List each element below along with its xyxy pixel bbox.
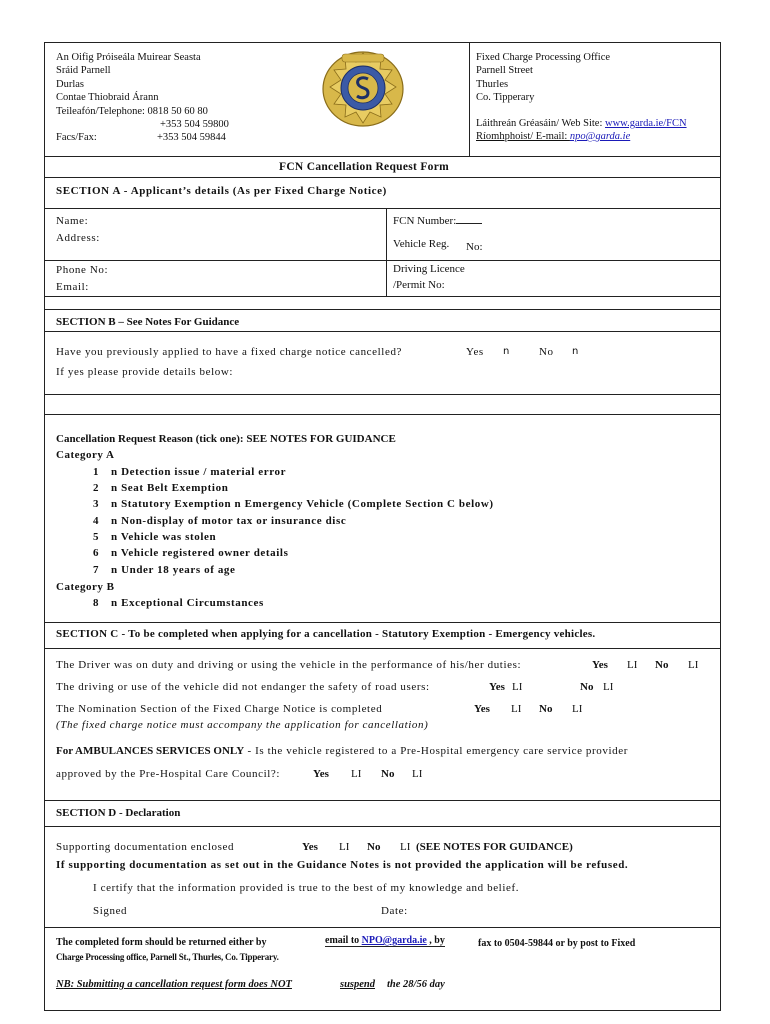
- header-fax-value: +353 504 59844: [157, 132, 226, 143]
- nomination-question: The Nomination Section of the Fixed Charge Notice is completed: [56, 703, 383, 715]
- licence-label-1[interactable]: Driving Licence: [393, 263, 465, 275]
- email-label: Ríomhphoist/ E-mail:: [476, 131, 570, 142]
- ambulance-label: For AMBULANCES SERVICES ONLY: [56, 745, 245, 757]
- ambulance-no-label: No: [381, 768, 395, 780]
- supporting-yes-checkbox[interactable]: LI: [339, 841, 350, 853]
- category-b-label: Category B: [56, 581, 115, 593]
- email-link[interactable]: npo@garda.ie: [569, 131, 631, 142]
- header-line: Teileafón/Telephone: 0818 50 60 80: [56, 105, 208, 117]
- rule-title: [44, 177, 721, 178]
- reason-number: 5: [93, 531, 99, 543]
- return-instructions-3: Charge Processing office, Parnell St., Thurles, Co. Tipperary.: [56, 952, 279, 962]
- supporting-docs-question: Supporting documentation enclosed: [56, 841, 235, 853]
- web-site-line: [476, 117, 687, 130]
- on-duty-no-checkbox[interactable]: LI: [688, 659, 699, 671]
- nomination-yes-label: Yes: [474, 703, 490, 715]
- header-fax-label: Facs/Fax:: [56, 132, 97, 143]
- category-a-label: Category A: [56, 449, 115, 461]
- header-office-block: [476, 51, 610, 105]
- ambulance-question-line2: approved by the Pre-Hospital Care Council?:: [56, 768, 281, 780]
- nomination-note: (The fixed charge notice must accompany the application for cancellation): [56, 719, 429, 731]
- on-duty-yes-label: Yes: [592, 659, 608, 671]
- ambulance-yes-checkbox[interactable]: LI: [351, 768, 362, 780]
- rule-section-c: [44, 648, 721, 649]
- reason-option[interactable]: n Vehicle registered owner details: [111, 547, 289, 559]
- reason-option[interactable]: n Seat Belt Exemption: [111, 482, 229, 494]
- rule-section-b: [44, 331, 721, 332]
- reasons-heading: Cancellation Request Reason (tick one): SEE NOTES FOR GUIDANCE: [56, 433, 396, 445]
- section-a-divider: [386, 208, 387, 296]
- email-field-label[interactable]: Email:: [56, 281, 89, 293]
- rule-reasons: [44, 622, 721, 623]
- reason-number: 3: [93, 498, 99, 510]
- reason-option[interactable]: n Detection issue / material error: [111, 466, 287, 478]
- on-duty-yes-checkbox[interactable]: LI: [627, 659, 638, 671]
- web-site-label: Láithreán Gréasáin/ Web Site:: [476, 118, 605, 129]
- nb-note-2: suspend: [340, 979, 376, 990]
- vehicle-no-label: No:: [466, 241, 483, 253]
- previous-application-question: Have you previously applied to have a fixed charge notice cancelled?: [56, 346, 403, 358]
- header-line: An Oifig Próiseála Muirear Seasta: [56, 52, 201, 63]
- reason-option[interactable]: n Statutory Exemption n Emergency Vehicle (Complete Section C below): [111, 498, 494, 510]
- nomination-no-checkbox[interactable]: LI: [572, 703, 583, 715]
- safety-no-label: No: [580, 681, 594, 693]
- licence-label-2: /Permit No:: [393, 279, 445, 291]
- web-site-link[interactable]: www.garda.ie/FCN: [605, 118, 687, 129]
- reason-number: 1: [93, 466, 99, 478]
- rule-email: [44, 296, 721, 297]
- safety-yes-label: Yes: [489, 681, 505, 693]
- safety-yes-checkbox[interactable]: LI: [512, 681, 523, 693]
- supporting-no-label: No: [367, 841, 381, 853]
- reason-number: 8: [93, 597, 99, 609]
- form-title: FCN Cancellation Request Form: [279, 161, 449, 173]
- previous-yes-checkbox[interactable]: n: [503, 346, 510, 357]
- vehicle-reg-label[interactable]: Vehicle Reg.: [393, 238, 450, 250]
- provide-details-text: If yes please provide details below:: [56, 366, 234, 378]
- reason-number: 4: [93, 515, 99, 527]
- on-duty-question: The Driver was on duty and driving or using the vehicle in the performance of his/her duties:: [56, 659, 522, 671]
- header-line: Contae Thiobraid Árann: [56, 92, 159, 104]
- rule-section-a: [44, 208, 721, 209]
- section-a-heading: SECTION A - Applicant’s details (As per Fixed Charge Notice): [56, 185, 387, 197]
- return-instructions-1: The completed form should be returned either by: [56, 937, 267, 948]
- nomination-no-label: No: [539, 703, 553, 715]
- ambulance-question-text: - Is the vehicle registered to a Pre-Hospital emergency care service provider: [244, 745, 628, 757]
- previous-no-checkbox[interactable]: n: [572, 346, 579, 357]
- header-divider: [469, 42, 470, 156]
- reason-option[interactable]: n Non-display of motor tax or insurance disc: [111, 515, 347, 527]
- on-duty-no-label: No: [655, 659, 669, 671]
- header-line: Fixed Charge Processing Office: [476, 52, 611, 63]
- reason-number: 6: [93, 547, 99, 559]
- header-line: Durlas: [56, 78, 84, 90]
- refusal-warning: If supporting documentation as set out in the Guidance Notes is not provided the application will be refused.: [56, 859, 629, 871]
- nb-note-3: the 28/56 day: [387, 979, 445, 990]
- reason-number: 7: [93, 564, 99, 576]
- see-notes-text: (SEE NOTES FOR GUIDANCE): [416, 841, 573, 853]
- previous-yes-label: Yes: [466, 346, 484, 358]
- garda-crest: [318, 48, 408, 130]
- reason-option[interactable]: n Exceptional Circumstances: [111, 597, 264, 609]
- rule-header: [44, 156, 721, 157]
- safety-question: The driving or use of the vehicle did not endanger the safety of road users:: [56, 681, 430, 693]
- supporting-no-checkbox[interactable]: LI: [400, 841, 411, 853]
- reason-option[interactable]: n Under 18 years of age: [111, 564, 236, 576]
- header-line: Thurles: [476, 78, 509, 90]
- date-label[interactable]: Date:: [381, 905, 408, 917]
- header-line: Sráid Parnell: [56, 65, 111, 77]
- address-label[interactable]: Address:: [56, 232, 100, 244]
- fcn-number-text: FCN Number:: [393, 215, 457, 227]
- reason-option[interactable]: n Vehicle was stolen: [111, 531, 217, 543]
- safety-no-checkbox[interactable]: LI: [603, 681, 614, 693]
- section-c-heading: SECTION C - To be completed when applying for a cancellation - Statutory Exemption - Emergency vehicles.: [56, 628, 596, 640]
- header-line: Co. Tipperary: [476, 92, 535, 104]
- fcn-number-underline: [456, 223, 482, 224]
- rule-details-box: [44, 414, 721, 415]
- rule-gap: [44, 309, 721, 310]
- section-d-heading: SECTION D - Declaration: [56, 807, 181, 819]
- return-email: [325, 935, 445, 947]
- name-label[interactable]: Name:: [56, 215, 89, 227]
- phone-label[interactable]: Phone No:: [56, 264, 109, 276]
- rule-section-c-end: [44, 800, 721, 801]
- nb-note-1: NB: Submitting a cancellation request form does NOT: [56, 979, 292, 990]
- return-email-suffix: , by: [426, 935, 445, 946]
- nomination-yes-checkbox[interactable]: LI: [511, 703, 522, 715]
- signed-label[interactable]: Signed: [93, 905, 128, 917]
- return-instructions-2: fax to 0504-59844 or by post to Fixed: [478, 938, 636, 949]
- rule-section-d: [44, 826, 721, 827]
- previous-no-label: No: [539, 346, 554, 358]
- rule-declaration-end: [44, 927, 721, 928]
- section-b-heading: SECTION B – See Notes For Guidance: [56, 316, 240, 328]
- reason-number: 2: [93, 482, 99, 494]
- fcn-number-label[interactable]: [393, 215, 482, 227]
- ambulance-no-checkbox[interactable]: LI: [412, 768, 423, 780]
- return-email-prefix: email to: [325, 935, 362, 946]
- email-line: [476, 130, 630, 143]
- supporting-yes-label: Yes: [302, 841, 318, 853]
- ambulance-yes-label: Yes: [313, 768, 329, 780]
- details-input-area[interactable]: [44, 394, 721, 414]
- header-address-block: [56, 51, 208, 118]
- header-phone-2: +353 504 59800: [160, 119, 229, 130]
- return-email-link[interactable]: NPO@garda.ie: [361, 935, 427, 946]
- rule-address: [44, 260, 721, 261]
- header-line: Parnell Street: [476, 65, 533, 77]
- ambulance-question: [56, 745, 628, 757]
- certification-text: I certify that the information provided is true to the best of my knowledge and belief.: [93, 882, 520, 894]
